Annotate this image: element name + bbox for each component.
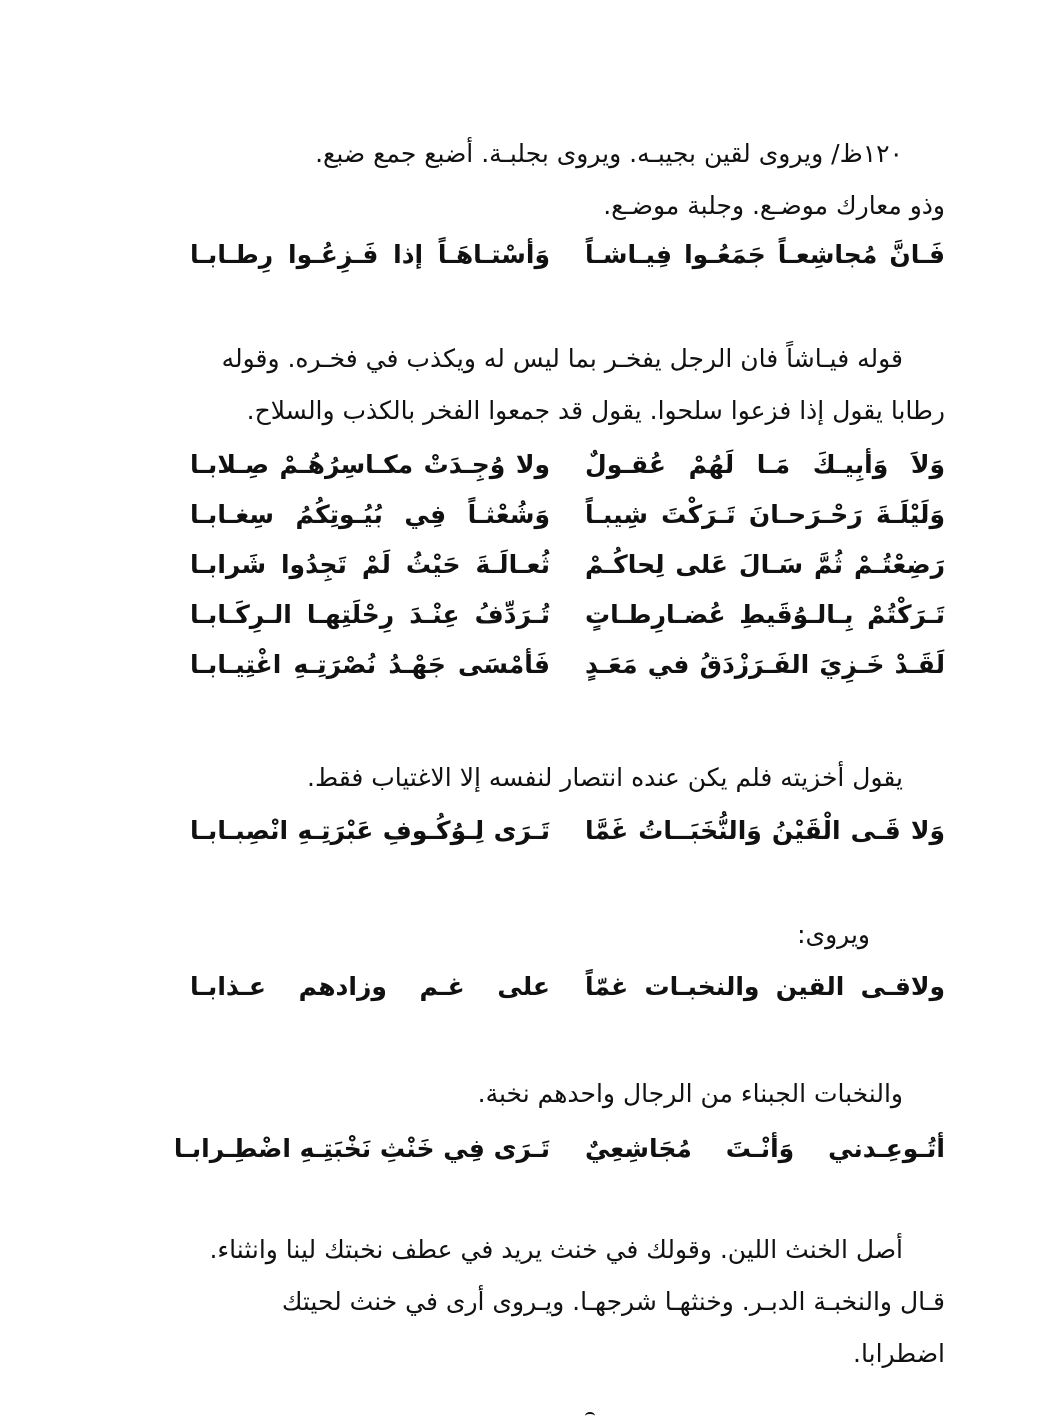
verse-group-1-first: وَلاَ وَأبِيـكَ مَـا لَهُمْ عُقـولٌ xyxy=(585,450,945,479)
page-number-fragment xyxy=(585,1412,595,1420)
variant-label: ويروى: xyxy=(797,920,870,949)
commentary-5-line-3: اضطرابا. xyxy=(853,1339,945,1368)
verse-group-line-1 xyxy=(190,440,945,490)
commentary-2-line-1: قوله فيـاشاً فان الرجل يفخـر بما ليس له ويكذب في فخـره. وقوله xyxy=(221,344,903,373)
verse-group-line-5 xyxy=(190,640,945,690)
commentary-5-line-2: قـال والنخبـة الدبـر. وخنثهـا شرجهـا. ويـروى أرى في خنث لحيتك xyxy=(281,1287,945,1316)
verse-nakhabat-second: تَـرَى لِـوُكُـوفِ عَبْرَتِـهِ انْصِبـابـا xyxy=(190,816,550,845)
verse-1-first-hemistich: فَـانَّ مُجاشِعـاً جَمَعُـوا فِيـاشـاً xyxy=(585,240,945,269)
commentary-2-line-2: رطابا يقول إذا فزعوا سلحوا. يقول قد جمعوا الفخر بالكذب والسلاح. xyxy=(246,396,945,425)
verse-group-5-second: فَأمْسَى جَهْـدُ نُصْرَتِـهِ اغْتِيـابـا xyxy=(190,650,550,679)
commentary-5-line-1: أصل الخنث اللين. وقولك في خنث يريد في عطف نخبتك لينا وانثناء. xyxy=(209,1235,903,1264)
verse-group-3-first: رَضِعْتُـمْ ثُمَّ سَـالَ عَلى لِحاكُـمْ xyxy=(585,550,945,579)
verse-last-first: أتُـوعِـدني وَأنْـتَ مُجَاشِعِيٌ xyxy=(585,1134,945,1163)
variant-verse xyxy=(190,962,945,1012)
verse-last xyxy=(173,1124,945,1174)
verse-last-second: تَـرَى فِي خَنْثِ نَخْبَتِـهِ اضْطِـرابـا xyxy=(173,1134,550,1163)
variant-verse-second: على غـم وزادهم عـذابـا xyxy=(190,972,550,1001)
commentary-4-line-1: والنخبات الجبناء من الرجال واحدهم نخبة. xyxy=(477,1079,903,1108)
verse-nakhabat-first: وَلا قَـى الْقَيْنُ وَالنُّخَبَــاتُ غَمَّا xyxy=(585,816,945,845)
verse-group xyxy=(190,440,945,690)
verse-1-second-hemistich: وَأسْتـاهَـاً إذا فَـزِعُـوا رِطـابـا xyxy=(190,240,550,269)
verse-group-2-second: وَشُعْثـاً فِي بُيُـوتِكُمُ سِغـابـا xyxy=(190,500,550,529)
intro-line-1: ١٢٠ظ/ ويروى لقين بجيبـه. ويروى بجلبـة. أضبع جمع ضبع. xyxy=(315,139,903,168)
commentary-paragraph-4 xyxy=(190,1068,945,1120)
commentary-paragraph-5 xyxy=(190,1224,945,1380)
verse-group-2-first: وَلَيْلَـةَ رَحْـرَحـانَ تَـرَكْتَ شِيبـاً xyxy=(585,500,945,529)
commentary-paragraph-3 xyxy=(190,752,945,804)
verse-group-line-3 xyxy=(190,540,945,590)
verse-group-1-second: ولا وُجِـدَتْ مكـاسِرُهُـمْ صِـلابـا xyxy=(190,450,550,479)
verse-group-3-second: ثُعـالَـةَ حَيْثُ لَمْ تَجِدُوا شَرابـا xyxy=(190,550,550,579)
intro-line-2: وذو معارك موضـع. وجلبة موضـع. xyxy=(603,191,945,220)
verse-group-4-first: تَـرَكْتُمْ بِـالـوُقَيطِ عُضـارِطـاتٍ xyxy=(585,600,945,629)
verse-group-5-first: لَقَـدْ خَـزِيَ الفَـرَزْدَقُ في مَعَـدٍ xyxy=(585,650,945,679)
verse-group-line-4 xyxy=(190,590,945,640)
verse-nakhabat xyxy=(190,806,945,856)
verse-group-line-2 xyxy=(190,490,945,540)
verse-group-4-second: تُـرَدِّفُ عِنْـدَ رِحْلَتِهـا الـرِكَـابـا xyxy=(190,600,550,629)
commentary-paragraph-2 xyxy=(190,333,945,437)
intro-paragraph xyxy=(190,128,945,232)
variant-verse-first: ولاقـى القين والنخبـات غمّاً xyxy=(585,972,945,1001)
commentary-3-line-1: يقول أخزيته فلم يكن عنده انتصار لنفسه إلا الاغتياب فقط. xyxy=(307,763,903,792)
verse-1 xyxy=(190,230,945,280)
